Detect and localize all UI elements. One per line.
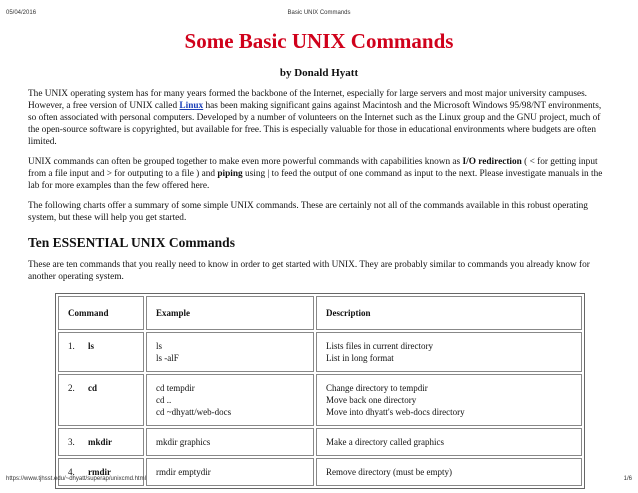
- command-cell: [58, 374, 144, 426]
- description-line: Make a directory called graphics: [326, 437, 444, 447]
- description-cell: [316, 374, 582, 426]
- piping-term: piping: [217, 169, 243, 179]
- io-redirection-term: I/O redirection: [462, 157, 522, 167]
- example-line: cd ..: [156, 395, 172, 405]
- page-number: 1/6: [623, 476, 632, 482]
- example-line: ls: [156, 341, 163, 351]
- description-cell: [316, 332, 582, 372]
- description-line: Change directory to tempdir: [326, 383, 428, 393]
- page-title: Some Basic UNIX Commands: [184, 29, 454, 53]
- table-row: [58, 332, 582, 372]
- description-line: List in long format: [326, 353, 394, 363]
- row-number: 3.: [68, 437, 75, 447]
- intro-text: UNIX commands can often be grouped together to make even more powerful commands with capabilities known as: [28, 157, 463, 167]
- command-name: rmdir: [88, 467, 111, 477]
- section-intro: These are ten commands that you really need to know in order to get started with UNIX. They are probably similar to commands you already know for another operating system.: [28, 260, 590, 282]
- description-line: Move back one directory: [326, 395, 417, 405]
- linux-link[interactable]: Linux: [179, 101, 204, 111]
- example-cell: [146, 458, 314, 486]
- intro-text: has been making significant gains against Macintosh and the Microsoft Windows 95/98/NT environments, so often associated with personal computers. Developed by a number of volunteers on the Internet such as the Linux group and the GNU project, much of the open-source software is copyrighted, but available for free. This is especially valuable for those in educational environments where budgets are often limited.: [28, 101, 602, 147]
- row-number: 4.: [68, 467, 75, 477]
- command-cell: [58, 428, 144, 456]
- example-cell: [146, 374, 314, 426]
- example-line: mkdir graphics: [156, 437, 211, 447]
- description-line: Remove directory (must be empty): [326, 467, 452, 477]
- header-command: Command: [58, 296, 144, 330]
- page-url: https://www.tjhsst.edu/~dhyatt/superap/unixcmd.html: [6, 476, 146, 482]
- header-example: Example: [146, 296, 314, 330]
- table-row: [58, 428, 582, 456]
- print-date: 05/04/2016: [6, 10, 37, 16]
- example-line: cd ~dhyatt/web-docs: [156, 407, 232, 417]
- row-number: 2.: [68, 383, 75, 393]
- command-cell: [58, 332, 144, 372]
- table-header-row: [58, 296, 582, 330]
- document-body: [28, 28, 610, 489]
- intro-text: using | to feed the output of one command as input to the next. Please investigate manuals in the lab for more examples than the few offered here.: [28, 169, 603, 191]
- description-cell: [316, 428, 582, 456]
- command-name: ls: [88, 341, 95, 351]
- intro-paragraph-2: [28, 156, 610, 192]
- table-row: [58, 374, 582, 426]
- intro-paragraph-3: The following charts offer a summary of some simple UNIX commands. These are certainly not all of the commands available in this robust operating system, but these will help you get started.: [28, 201, 588, 223]
- example-line: rmdir emptydir: [156, 467, 211, 477]
- description-line: Lists files in current directory: [326, 341, 433, 351]
- description-line: Move into dhyatt's web-docs directory: [326, 407, 465, 417]
- command-name: cd: [88, 383, 97, 393]
- row-number: 1.: [68, 341, 75, 351]
- intro-paragraph-1: [28, 88, 610, 148]
- example-line: ls -alF: [156, 353, 179, 363]
- commands-table: [55, 293, 585, 489]
- intro-text: The UNIX operating system has for many years formed the backbone of the Internet, especially for large servers and most major university campuses. However, a free version of UNIX called: [28, 89, 588, 111]
- example-line: cd tempdir: [156, 383, 195, 393]
- header-description: Description: [316, 296, 582, 330]
- section-heading: Ten ESSENTIAL UNIX Commands: [28, 235, 235, 250]
- print-title: Basic UNIX Commands: [287, 10, 351, 16]
- author-byline: by Donald Hyatt: [279, 67, 359, 79]
- example-cell: [146, 428, 314, 456]
- command-name: mkdir: [88, 437, 113, 447]
- description-cell: [316, 458, 582, 486]
- intro-text: ( < for getting input from a file input and > for outputing to a file ) and: [28, 157, 598, 179]
- example-cell: [146, 332, 314, 372]
